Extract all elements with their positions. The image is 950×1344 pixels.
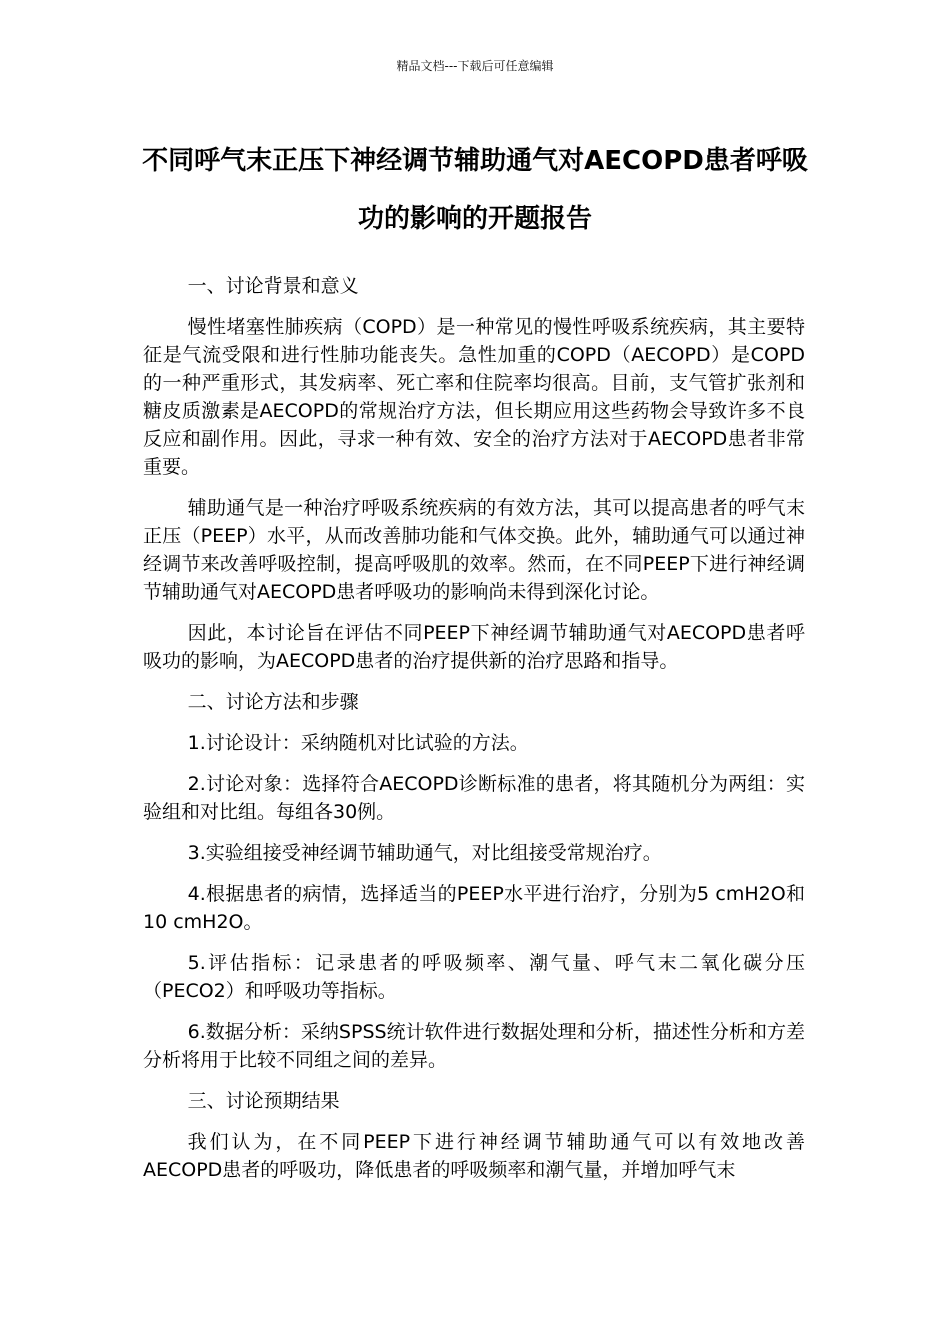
paragraph-expected-results: 我们认为，在不同PEEP下进行神经调节辅助通气可以有效地改善AECOPD患者的呼吸功，降低患者的呼吸频率和潮气量，并增加呼气末 — [143, 1131, 805, 1181]
method-step-3: 3.实验组接受神经调节辅助通气，对比组接受常规治疗。 — [187, 842, 662, 864]
document-title: 不同呼气末正压下神经调节辅助通气对AECOPD患者呼吸功的影响的开题报告 — [142, 146, 808, 234]
method-step-5: 5.评估指标：记录患者的呼吸频率、潮气量、呼气末二氧化碳分压（PECO2）和呼吸功等指标。 — [143, 952, 805, 1002]
paragraph-assisted-ventilation: 辅助通气是一种治疗呼吸系统疾病的有效方法，其可以提高患者的呼气末正压（PEEP）水平，从而改善肺功能和气体交换。此外，辅助通气可以通过神经调节来改善呼吸控制，提高呼吸肌的效率。然而，在不同PEEP下进行神经调节辅助通气对AECOPD患者呼吸功的影响尚未得到深化讨论。 — [143, 497, 805, 603]
section-heading-background: 一、讨论背景和意义 — [187, 275, 359, 297]
method-step-4: 4.根据患者的病情，选择适当的PEEP水平进行治疗，分别为5 cmH2O和10 cmH2O。 — [143, 883, 805, 933]
paragraph-study-aim: 因此，本讨论旨在评估不同PEEP下神经调节辅助通气对AECOPD患者呼吸功的影响，为AECOPD患者的治疗提供新的治疗思路和指导。 — [143, 622, 805, 672]
section-heading-methods: 二、讨论方法和步骤 — [187, 691, 359, 713]
document-body — [143, 272, 805, 1197]
page-header: 精品文档---下载后可任意编辑 — [396, 59, 554, 73]
method-step-6: 6.数据分析：采纳SPSS统计软件进行数据处理和分析，描述性分析和方差分析将用于比较不同组之间的差异。 — [143, 1021, 805, 1071]
paragraph-copd-intro: 慢性堵塞性肺疾病（COPD）是一种常见的慢性呼吸系统疾病，其主要特征是气流受限和进行性肺功能丧失。急性加重的COPD（AECOPD）是COPD的一种严重形式，其发病率、死亡率和住院率均很高。目前，支气管扩张剂和糖皮质激素是AECOPD的常规治疗方法，但长期应用这些药物会导致许多不良反应和副作用。因此，寻求一种有效、安全的治疗方法对于AECOPD患者非常重要。 — [143, 316, 805, 478]
method-step-2: 2.讨论对象：选择符合AECOPD诊断标准的患者，将其随机分为两组：实验组和对比组。每组各30例。 — [143, 773, 805, 823]
section-heading-expected-results: 三、讨论预期结果 — [187, 1090, 340, 1112]
method-step-1: 1.讨论设计：采纳随机对比试验的方法。 — [187, 732, 529, 754]
